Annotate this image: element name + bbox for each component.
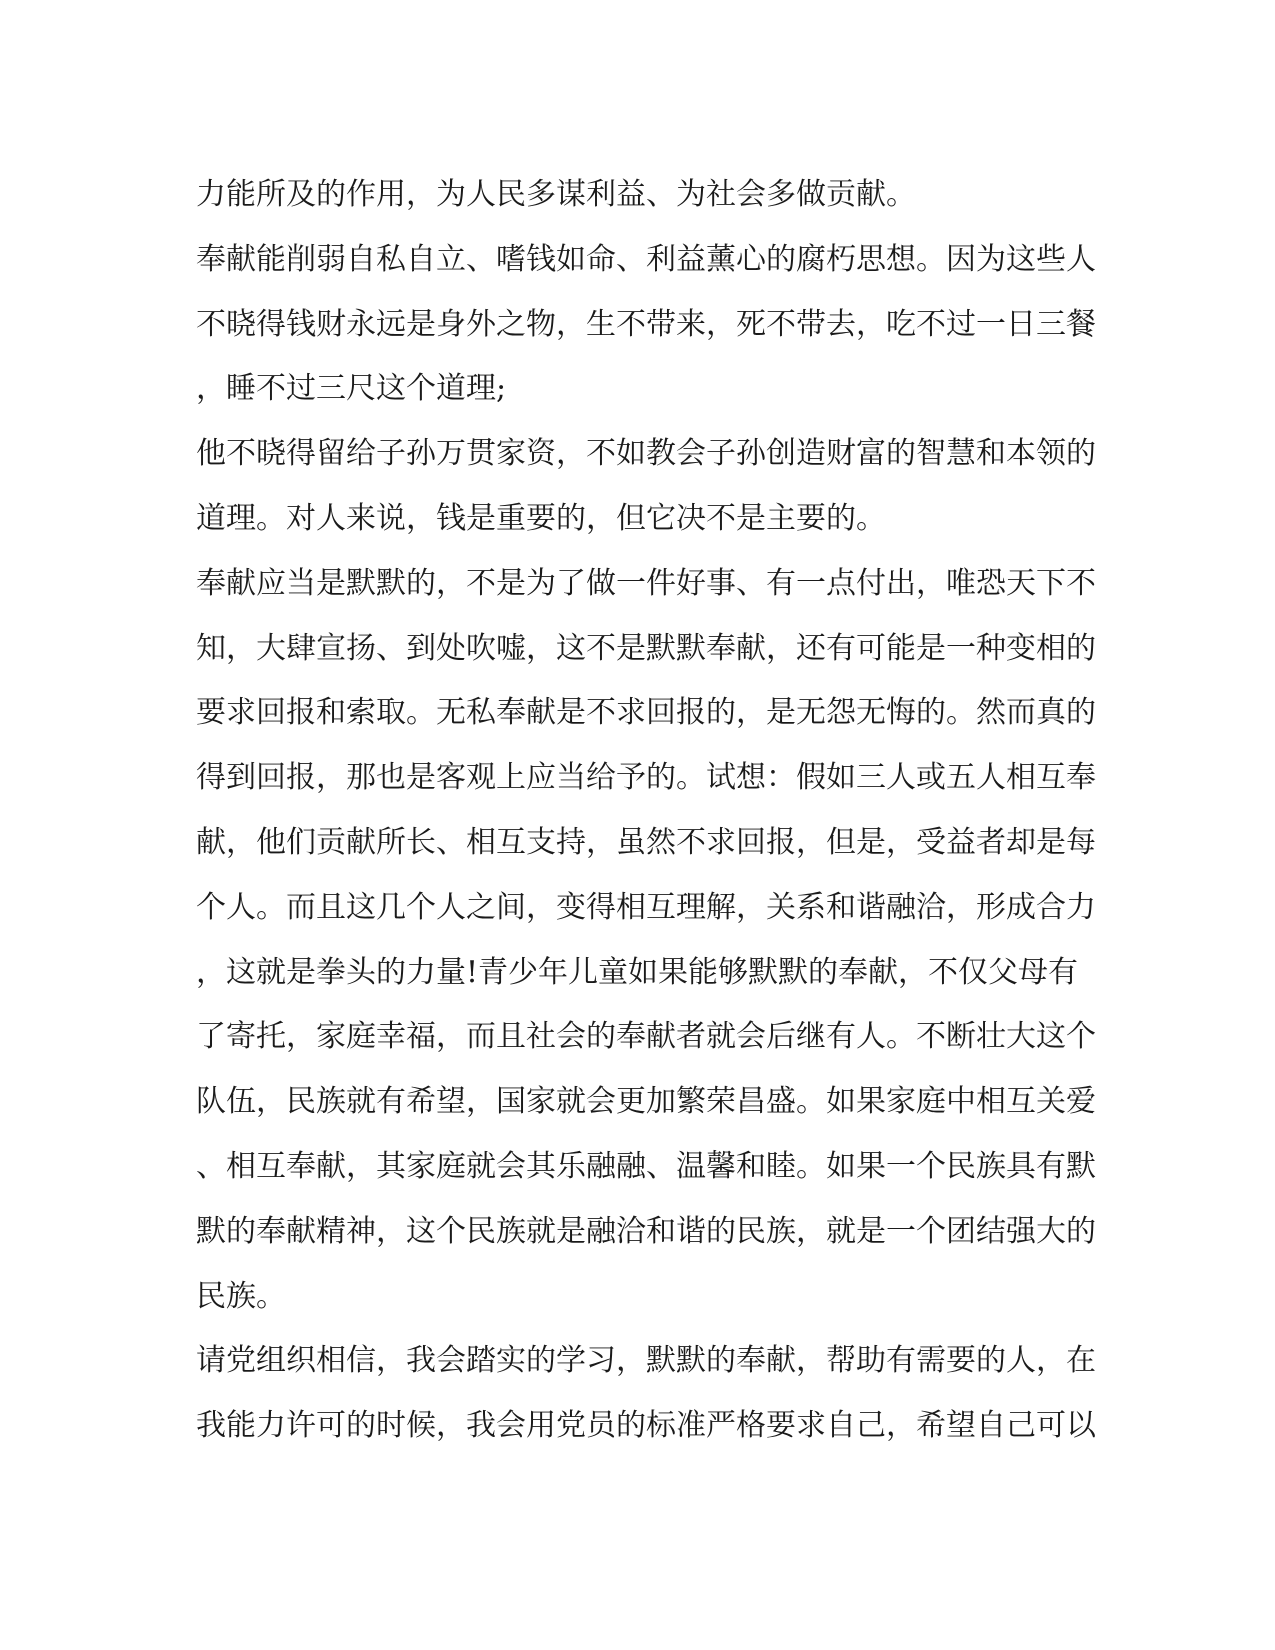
text-line: 请党组织相信，我会踏实的学习，默默的奉献，帮助有需要的人，在 [196, 1343, 1096, 1379]
text-line: 了寄托，家庭幸福，而且社会的奉献者就会后继有人。不断壮大这个 [196, 1019, 1096, 1055]
text-line: 默的奉献精神，这个民族就是融洽和谐的民族，就是一个团结强大的 [196, 1213, 1096, 1249]
text-line: ，睡不过三尺这个道理; [196, 371, 507, 407]
text-line: 奉献能削弱自私自立、嗜钱如命、利益薰心的腐朽思想。因为这些人 [196, 241, 1096, 277]
text-line: 奉献应当是默默的，不是为了做一件好事、有一点付出，唯恐天下不 [196, 565, 1096, 601]
text-line: 、相互奉献，其家庭就会其乐融融、温馨和睦。如果一个民族具有默 [196, 1148, 1096, 1184]
text-line: 我能力许可的时候，我会用党员的标准严格要求自己，希望自己可以 [196, 1408, 1096, 1444]
text-line: 队伍，民族就有希望，国家就会更加繁荣昌盛。如果家庭中相互关爱 [196, 1084, 1096, 1120]
text-line: 他不晓得留给子孙万贯家资，不如教会子孙创造财富的智慧和本领的 [196, 436, 1096, 472]
text-line: 献，他们贡献所长、相互支持，虽然不求回报，但是，受益者却是每 [196, 824, 1096, 860]
text-line: 个人。而且这几个人之间，变得相互理解，关系和谐融洽，形成合力 [196, 889, 1096, 925]
text-line: ，这就是拳头的力量!青少年儿童如果能够默默的奉献，不仅父母有 [196, 954, 1079, 990]
text-line: 要求回报和索取。无私奉献是不求回报的，是无怨无悔的。然而真的 [196, 695, 1096, 731]
text-line: 民族。 [196, 1278, 286, 1314]
text-line: 得到回报，那也是客观上应当给予的。试想：假如三人或五人相互奉 [196, 760, 1096, 796]
body-text [196, 163, 1096, 1459]
text-line: 道理。对人来说，钱是重要的，但它决不是主要的。 [196, 500, 886, 536]
text-line: 力能所及的作用，为人民多谋利益、为社会多做贡献。 [196, 177, 916, 212]
text-line: 不晓得钱财永远是身外之物，生不带来，死不带去，吃不过一日三餐 [196, 306, 1096, 342]
text-line: 知，大肆宣扬、到处吹嘘，这不是默默奉献，还有可能是一种变相的 [196, 630, 1096, 666]
